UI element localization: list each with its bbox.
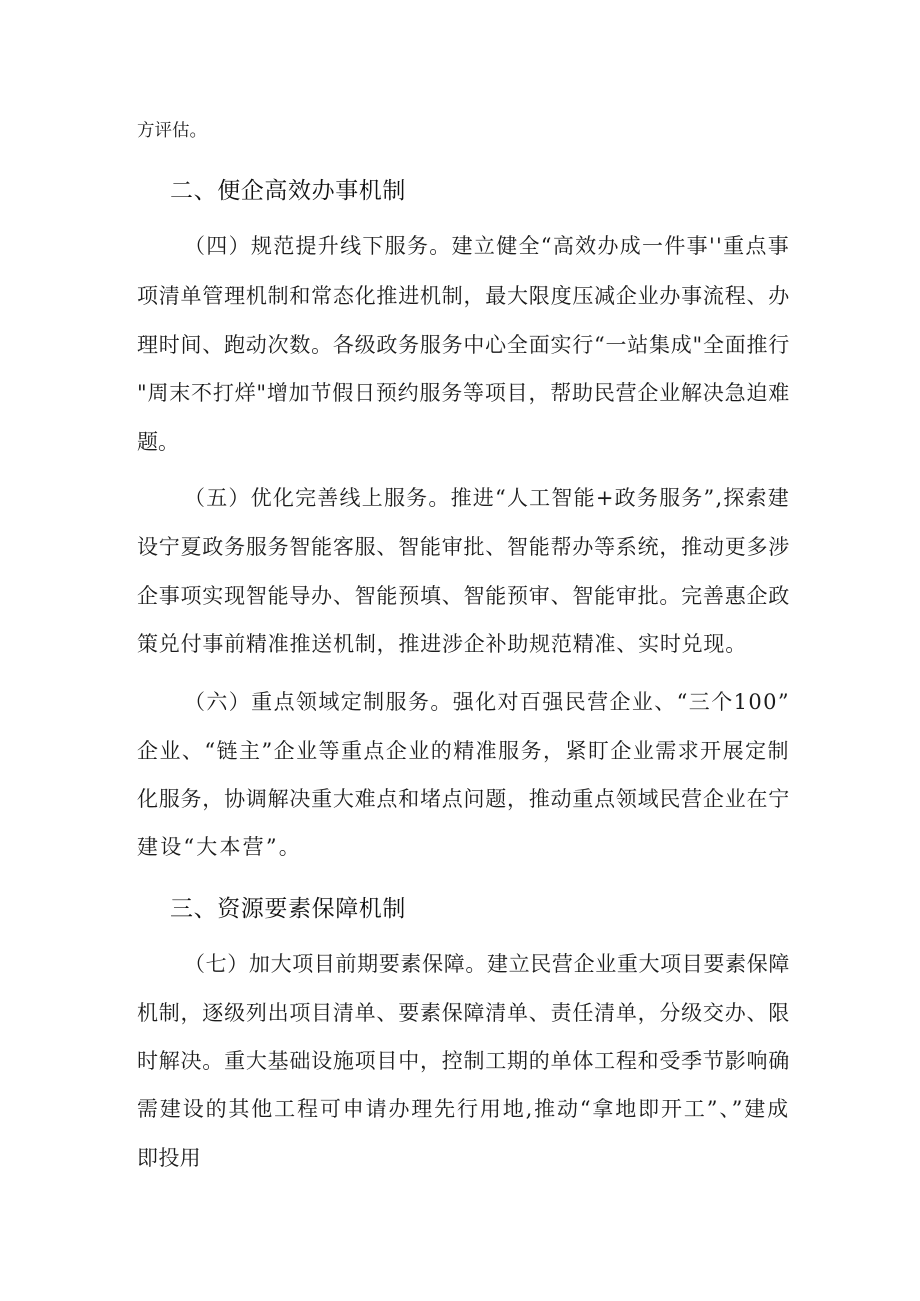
paragraph-line: （四）规范提升线下服务。建立健全“高效办成一件事''重点事 (184, 234, 790, 258)
paragraph-line: 化服务，协调解决重大难点和堵点问题，推动重点领域民营企业在宁 (137, 787, 790, 811)
paragraph-line: 建设“大本营”。 (137, 835, 302, 859)
section-3-heading: 三、资源要素保障机制 (170, 896, 406, 922)
paragraph-line: 企事项实现智能导办、智能预填、智能预审、智能审批。完善惠企政 (137, 584, 790, 608)
paragraph-line: 题。 (137, 430, 179, 454)
paragraph-line: 理时间、跑动次数。各级政务服务中心全面实行“一站集成"全面推行 (137, 333, 790, 357)
paragraph-line: （五）优化完善线上服务。推进“人工智能+政务服务”,探索建 (184, 486, 790, 510)
paragraph-line: （七）加大项目前期要素保障。建立民营企业重大项目要素保障 (184, 952, 790, 976)
paragraph-line: "周末不打烊"增加节假日预约服务等项目，帮助民营企业解决急迫难 (137, 381, 790, 405)
paragraph-line: 需建设的其他工程可申请办理先行用地,推动“拿地即开工”、”建成 (137, 1097, 790, 1121)
paragraph-line: 即投用 (137, 1146, 201, 1170)
paragraph-line: 项清单管理机制和常态化推进机制，最大限度压减企业办事流程、办 (137, 284, 790, 308)
paragraph-line: 策兑付事前精准推送机制，推进涉企补助规范精准、实时兑现。 (137, 632, 747, 656)
lead-in-line: 方评估。 (137, 121, 207, 141)
paragraph-line: 机制，逐级列出项目清单、要素保障清单、责任清单，分级交办、限 (137, 1001, 790, 1025)
section-2-heading: 二、便企高效办事机制 (170, 178, 406, 204)
paragraph-line: 时解决。重大基础设施项目中，控制工期的单体工程和受季节影响确 (137, 1049, 790, 1073)
paragraph-line: （六）重点领域定制服务。强化对百强民营企业、“三个100” (184, 690, 790, 714)
paragraph-line: 设宁夏政务服务智能客服、智能审批、智能帮办等系统，推动更多涉 (137, 535, 790, 559)
paragraph-line: 企业、“链主”企业等重点企业的精准服务，紧盯企业需求开展定制 (137, 739, 790, 763)
